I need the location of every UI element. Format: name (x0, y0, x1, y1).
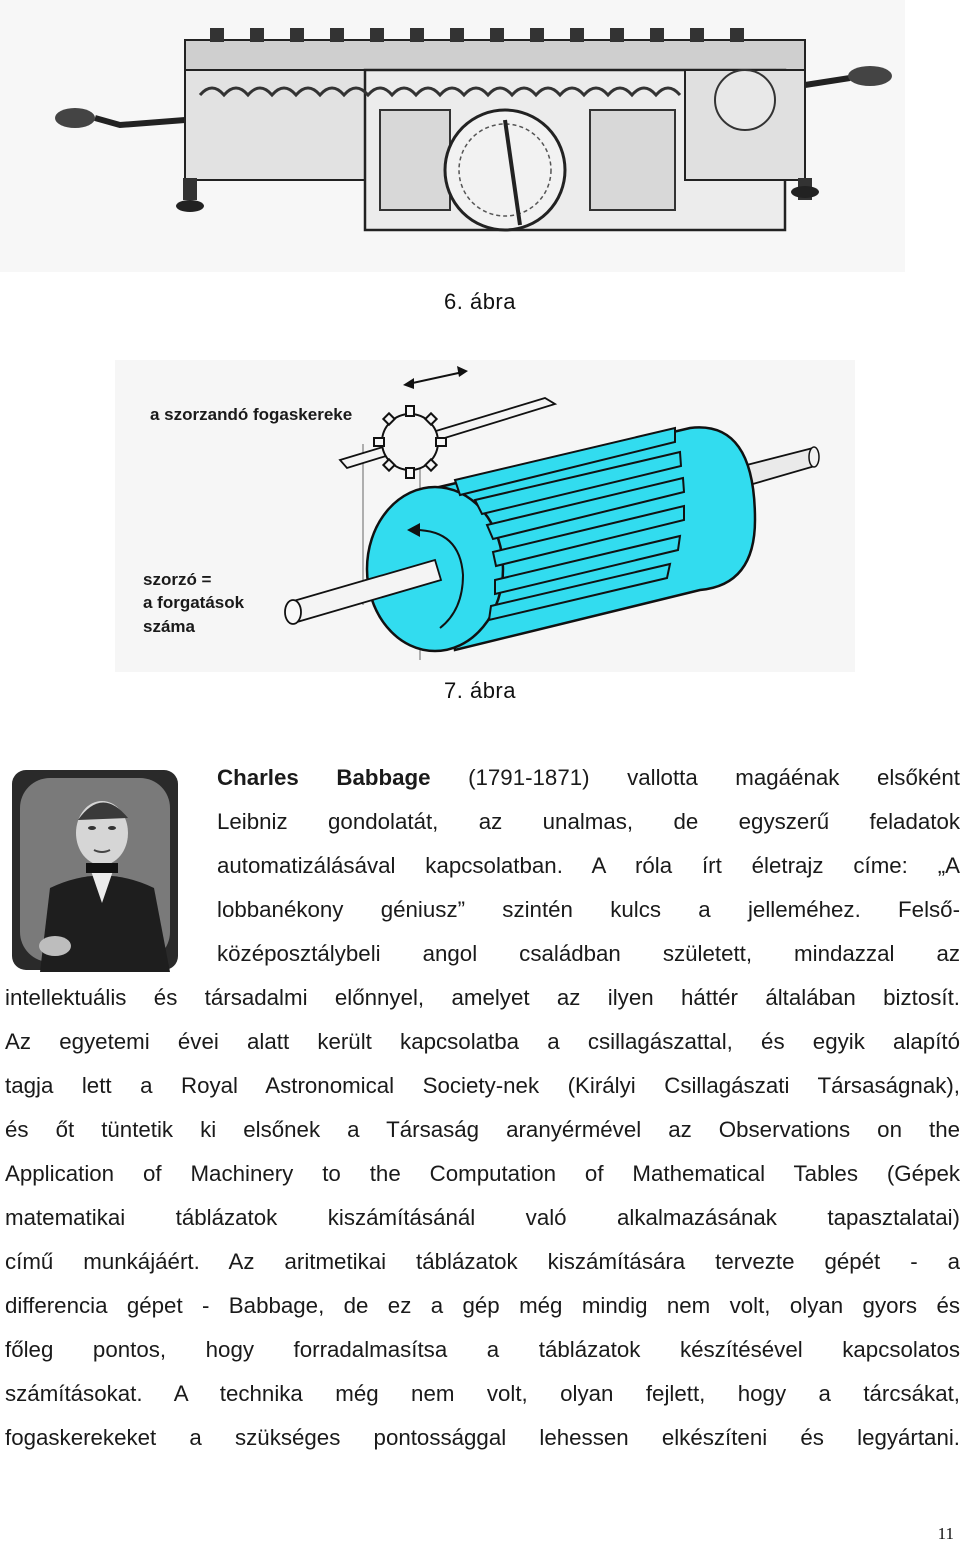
label-multiplier-1: szorzó = (143, 570, 212, 589)
text-line: fogaskerekeket a szükséges pontossággal lehessen elkészíteni és legyártani. (5, 1425, 960, 1450)
text-line: Application of Machinery to the Computation of Mathematical Tables (Gépek (5, 1161, 960, 1186)
text-line: számításokat. A technika még nem volt, olyan fejlett, hogy a tárcsákat, (5, 1381, 960, 1406)
text-line: Az egyetemi évei alatt került kapcsolatba a csillagászattal, és egyik alapító (5, 1029, 960, 1054)
portrait-image (10, 768, 180, 972)
label-multiplier-3: száma (143, 617, 195, 636)
label-multiplicand: a szorzandó fogaskereke (150, 405, 353, 424)
page-number: 11 (937, 1524, 954, 1543)
text-line: főleg pontos, hogy forradalmasítsa a táblázatok készítésével kapcsolatos (5, 1337, 960, 1362)
figure-6-caption: 6. ábra (444, 289, 516, 314)
figure-7-stepped-drum-diagram (115, 360, 855, 672)
text-line: című munkájáért. Az aritmetikai táblázatok kiszámítására tervezte gépét - a (5, 1249, 960, 1274)
text-line: lobbanékony géniusz” szintén kulcs a jelleméhez. Felső- (217, 897, 960, 922)
biography-body (5, 976, 960, 1460)
figure-6-machine-illustration (0, 0, 905, 272)
label-multiplier-2: a forgatások (143, 593, 245, 612)
figure-7-caption: 7. ábra (444, 678, 516, 703)
text-line: Leibniz gondolatát, az unalmas, de egyszerű feladatok (217, 809, 960, 834)
text-line: és őt tüntetik ki elsőnek a Társaság aranyérmével az Observations on the (5, 1117, 960, 1142)
text-line: Charles Babbage (1791-1871) vallotta magáénak elsőként (217, 765, 960, 790)
gear-icon (374, 406, 446, 478)
biography-intro (217, 756, 960, 976)
text-line: középosztálybeli angol családban született, mindazzal az (217, 941, 960, 966)
text-line: automatizálásával kapcsolatban. A róla írt életrajz címe: „A (217, 853, 960, 878)
text-line: differencia gépet - Babbage, de ez a gép még mindig nem volt, olyan gyors és (5, 1293, 960, 1318)
text-line: intellektuális és társadalmi előnnyel, amelyet az ilyen háttér általában biztosít. (5, 985, 960, 1010)
text-line: tagja lett a Royal Astronomical Society-nek (Királyi Csillagászati Társaságnak), (5, 1073, 960, 1098)
person-name: Charles Babbage (217, 765, 431, 790)
text-line: matematikai táblázatok kiszámításánál való alkalmazásának tapasztalatai) (5, 1205, 960, 1230)
